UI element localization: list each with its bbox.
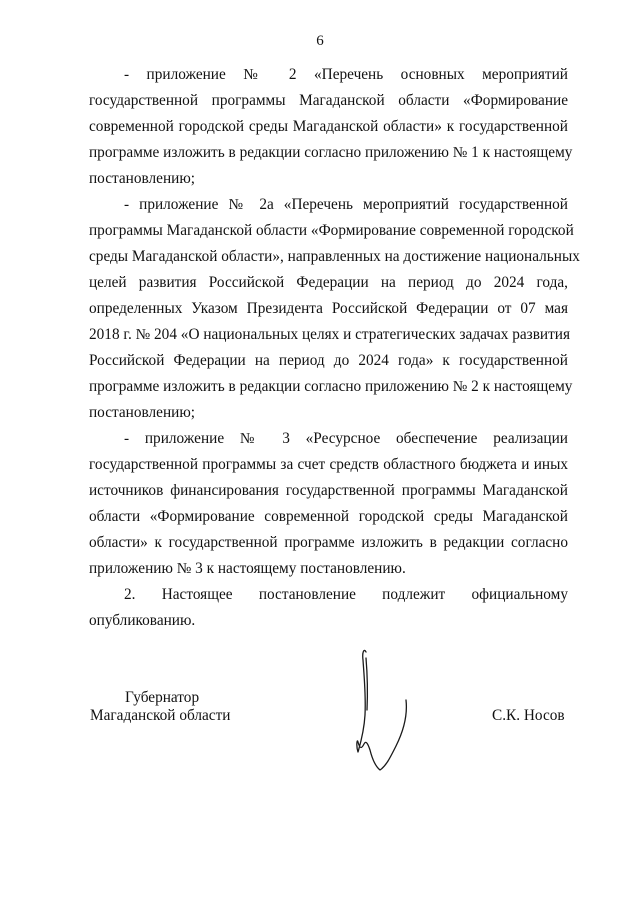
text-line: источников финансирования государственной программы Магаданской [89, 482, 568, 499]
text-line: - приложение № 3 «Ресурсное обеспечение реализации [124, 430, 568, 447]
text-line: постановлению; [89, 404, 195, 421]
signatory-position-line2: Магаданской области [90, 707, 231, 724]
handwritten-signature [300, 640, 430, 790]
text-line: постановлению; [89, 170, 195, 187]
text-line: программе изложить в редакции согласно приложению № 2 к настоящему [89, 378, 573, 395]
page-number: 6 [316, 33, 324, 49]
text-line: - приложение № 2 «Перечень основных мероприятий [124, 66, 568, 83]
text-line: - приложение № 2а «Перечень мероприятий государственной [124, 196, 568, 213]
text-line: государственной программы Магаданской области «Формирование [89, 92, 568, 109]
text-line: современной городской среды Магаданской области» к государственной [89, 118, 568, 135]
text-line: Российской Федерации на период до 2024 года» к государственной [89, 352, 568, 369]
text-line: опубликованию. [89, 612, 196, 629]
text-line: определенных Указом Президента Российской Федерации от 07 мая [89, 300, 568, 317]
text-line: государственной программы за счет средств областного бюджета и иных [89, 456, 568, 473]
text-line: среды Магаданской области», направленных на достижение национальных [89, 248, 580, 265]
signatory-position-line1: Губернатор [125, 689, 200, 706]
signatory-name: С.К. Носов [492, 707, 565, 724]
text-line: области «Формирование современной городской среды Магаданской [89, 508, 568, 525]
text-line: целей развития Российской Федерации на период до 2024 года, [89, 274, 568, 291]
text-line: 2. Настоящее постановление подлежит официальному [124, 586, 568, 603]
text-line: приложению № 3 к настоящему постановлению. [89, 560, 406, 577]
text-line: области» к государственной программе изложить в редакции согласно [89, 534, 568, 551]
text-line: 2018 г. № 204 «О национальных целях и стратегических задачах развития [89, 326, 571, 343]
text-line: программе изложить в редакции согласно приложению № 1 к настоящему [89, 144, 573, 161]
text-line: программы Магаданской области «Формирование современной городской [89, 222, 574, 239]
